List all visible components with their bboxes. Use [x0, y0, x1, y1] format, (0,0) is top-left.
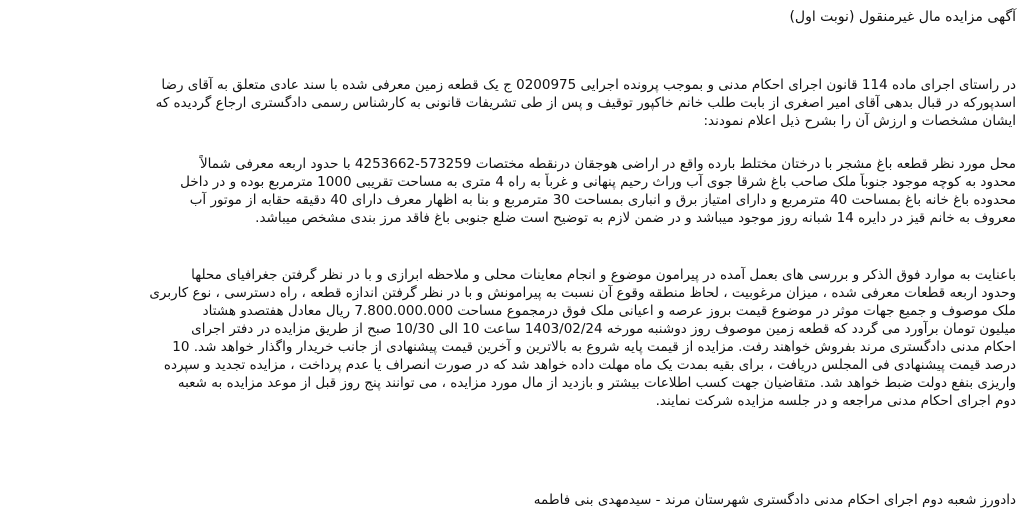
text-line: اسدپورکه در قبال بدهی آقای امیر اصغری از بابت طلب خانم خاکپور توقیف و پس از طی تشریفات قانونی به کارشناس رسمی دادگستری ارجاع گردیده که — [155, 95, 1016, 111]
text-line: احکام مدنی دادگستری مرند بفروش خواهند رفت. مزایده از قیمت پایه شروع به بالاترین و آخرین قیمت پیشنهادی از جانب خریدار واگذار خواهد شد. 10 — [172, 339, 1016, 355]
text-line: ایشان مشخصات و ارزش آن را بشرح ذیل اعلام نمودند: — [703, 113, 1016, 129]
valuation-and-terms-paragraph — [8, 266, 1016, 410]
text-line: میلیون تومان برآورد می گردد که قطعه زمین موصوف روز دوشنبه مورخه 1403/02/24 ساعت 10 الی 10/30 صبح از طریق مزایده در دفتر اجرای — [191, 321, 1016, 337]
property-description-paragraph — [8, 155, 1016, 227]
signature-line: دادورز شعبه دوم اجرای احکام مدنی دادگستری شهرستان مرند - سیدمهدی بنی فاطمه — [533, 492, 1016, 508]
text-line: محدود به کوچه موجود جنوباً ملک صاحب باغ شرقا جوی آب وراث رحیم پنهانی و غرباً به راه 4 متری به مساحت تقریبی 1000 مترمربع بوده و در داخل — [180, 174, 1016, 190]
intro-paragraph — [8, 76, 1016, 130]
text-line: محل مورد نظر قطعه باغ مشجر با درختان مختلط بارده واقع در اراضی هوجقان درنقطه مختصات 573259-4253662 با حدود اربعه معرفی شمالاً — [199, 156, 1016, 172]
text-line: باعنایت به موارد فوق الذکر و بررسی های بعمل آمده در پیرامون موضوع و انجام معاینات محلی و ملاحظه ابرازی و با در نظر گرفتن جغرافیای محلها — [191, 267, 1016, 283]
notice-title: آگهی مزایده مال غیرمنقول (نوبت اول) — [789, 9, 1016, 25]
text-line: ملک موصوف و جمیع جهات موثر در موضوع قیمت بروز عرصه و اعیانی ملک فوق درمجموع مساحت 7.800.000.000 ریال معادل هفتصدو هشتاد — [202, 303, 1016, 319]
text-line: در راستای اجرای ماده 114 قانون اجرای احکام مدنی و بموجب پرونده اجرایی 0200975 ج یک قطعه زمین معرفی شده با سند عادی متعلق به آقای رضا — [161, 77, 1016, 93]
text-line: معروف به خانم قیز در دایره 14 شبانه روز موجود میباشد و در ضمن لازم به توضیح است ضلع جنوبی باغ فاقد مرز بندی مشخص میباشد. — [255, 210, 1016, 226]
text-line: وحدود اربعه قطعات معرفی شده ، میزان مرغوبیت ، لحاظ منطقه وقوع آن نسبت به پیرامونش و با در نظر گرفتن اندازه قطعه ، راه دسترسی ، نوع کاربری — [149, 285, 1016, 301]
text-line: درصد قیمت پیشنهادی فی المجلس دریافت ، برای بقیه بمدت یک ماه مهلت داده خواهد شد که در صورت انصراف یا عدم پرداخت ، مزایده تجدید و سپرده — [163, 357, 1016, 373]
text-line: محدوده باغ خانه باغ بمساحت 40 مترمربع و دارای امتیاز برق و انباری بمساحت 30 مترمربع و بنا به اظهار معرف دارای 40 دقیقه حقابه از موتور آب — [189, 192, 1016, 208]
text-line: دوم اجرای احکام مدنی مراجعه و در جلسه مزایده شرکت نمایند. — [655, 393, 1016, 409]
text-line: واریزی بنفع دولت ضبط خواهد شد. متقاضیان جهت کسب اطلاعات بیشتر و بازدید از مال مورد مزایده ، می توانند پنج روز قبل از موعد مزایده به شعبه — [177, 375, 1016, 391]
